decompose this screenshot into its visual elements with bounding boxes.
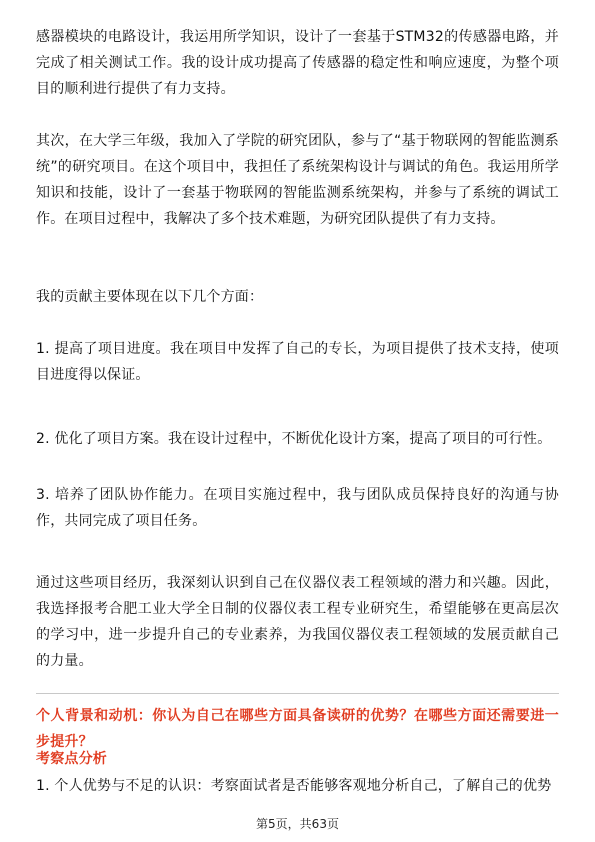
analysis-item-1: 1. 个人优势与不足的认识：考察面试者是否能够客观地分析自己，了解自己的优势 — [36, 778, 552, 794]
paragraph-2: 其次，在大学三年级，我加入了学院的研究团队，参与了“基于物联网的智能监测系统”的研究项目。在这个项目中，我担任了系统架构设计与调试的角色。我运用所学知识和技能，设计了一套基于物联网的智能监测系统架构，并参与了系统的调试工作。在项目过程中，我解决了多个技术难题，为研究团队提供了有力支持。 — [36, 133, 559, 227]
section-divider — [36, 693, 559, 694]
paragraph-3: 我的贡献主要体现在以下几个方面： — [36, 289, 264, 305]
paragraph-4: 通过这些项目经历，我深刻认识到自己在仪器仪表工程领域的潜力和兴趣。因此，我选择报考合肥工业大学全日制的仪器仪表工程专业研究生，希望能够在更高层次的学习中，进一步提升自己的专业素养，为我国仪器仪表工程领域的发展贡献自己的力量。 — [36, 575, 559, 669]
list-item-1: 1. 提高了项目进度。我在项目中发挥了自己的专长，为项目提供了技术支持，使项目进度得以保证。 — [36, 341, 559, 383]
list-item-3: 3. 培养了团队协作能力。在项目实施过程中，我与团队成员保持良好的沟通与协作，共同完成了项目任务。 — [36, 487, 559, 529]
paragraph-1: 感器模块的电路设计，我运用所学知识，设计了一套基于STM32的传感器电路，并完成了相关测试工作。我的设计成功提高了传感器的稳定性和响应速度，为整个项目的顺利进行提供了有力支持。 — [36, 29, 559, 97]
question-heading: 个人背景和动机：你认为自己在哪些方面具备读研的优势？在哪些方面还需要进一步提升？ — [36, 708, 559, 750]
page-footer: 第5页，共63页 — [256, 817, 339, 831]
list-item-2: 2. 优化了项目方案。我在设计过程中，不断优化设计方案，提高了项目的可行性。 — [36, 431, 552, 447]
analysis-heading: 考察点分析 — [36, 751, 107, 767]
